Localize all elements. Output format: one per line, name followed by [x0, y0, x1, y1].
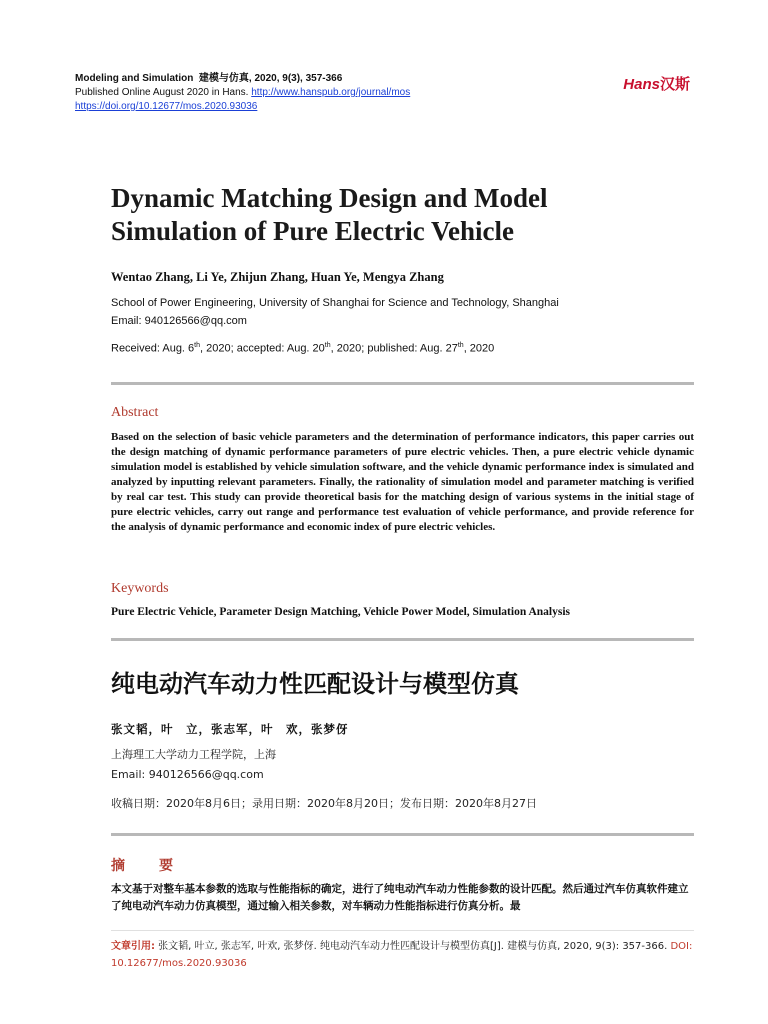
email-en: Email: 940126566@qq.com [111, 315, 247, 327]
affiliation-block-cn [111, 745, 276, 785]
accepted-sup: th [324, 342, 331, 349]
year-end: , 2020 [463, 342, 495, 355]
dates-cn: 收稿日期：2020年8月6日；录用日期：2020年8月20日；发布日期：2020年8月27日 [111, 797, 537, 810]
keywords-text: Pure Electric Vehicle, Parameter Design Matching, Vehicle Power Model, Simulation Analysis [111, 606, 570, 618]
divider-cn [111, 833, 694, 836]
received-date: Received: Aug. 6 [111, 342, 195, 355]
paper-title-cn: 纯电动汽车动力性匹配设计与模型仿真 [111, 670, 519, 698]
abstract-cn-text: 本文基于对整车基本参数的选取与性能指标的确定，进行了纯电动汽车动力性能参数的设计匹配。然后通过汽车仿真软件建立了纯电动汽车动力仿真模型，通过输入相关参数，对车辆动力性能指标进行仿真分析。最 [111, 883, 689, 912]
published-sup: th [457, 342, 464, 349]
published-note: Published Online August 2020 in Hans. [75, 87, 252, 98]
logo-latin: Hans [623, 76, 660, 93]
citation-text: 张文韬, 叶立, 张志军, 叶欢, 张梦伢. 纯电动汽车动力性匹配设计与模型仿真[J]. 建模与仿真, 2020, 9(3): 357-366. [155, 941, 671, 952]
citation [111, 938, 701, 972]
abstract-heading: Abstract [111, 405, 159, 420]
divider-top [111, 382, 694, 385]
affiliation-en: School of Power Engineering, University of Shanghai for Science and Technology, Shanghai [111, 297, 559, 309]
journal-name-en: Modeling and Simulation [75, 73, 194, 84]
journal-link[interactable]: http://www.hanspub.org/journal/mos [251, 87, 411, 98]
citation-label: 文章引用: [111, 941, 155, 952]
published-date: , 2020; published: Aug. 27 [330, 342, 458, 355]
journal-header [75, 72, 410, 114]
logo-cn: 汉斯 [659, 76, 690, 93]
affiliation-cn: 上海理工大学动力工程学院，上海 [111, 748, 276, 761]
received-sup: th [194, 342, 201, 349]
keywords-heading: Keywords [111, 581, 169, 596]
abstract-cn-heading: 摘 要 [111, 858, 183, 874]
paper-title-en: Dynamic Matching Design and Model Simulation of Pure Electric Vehicle [111, 183, 548, 246]
doi-link[interactable]: https://doi.org/10.12677/mos.2020.93036 [75, 101, 258, 112]
authors-cn: 张文韬，叶 立，张志军，叶 欢，张梦伢 [111, 722, 349, 736]
journal-name-cn: 建模与仿真 [198, 73, 249, 84]
volume-info: , 2020, 9(3), 357-366 [248, 73, 343, 84]
affiliation-block-en [111, 294, 559, 330]
divider-middle [111, 638, 694, 641]
accepted-date: , 2020; accepted: Aug. 20 [200, 342, 325, 355]
abstract-text: Based on the selection of basic vehicle parameters and the determination of performance indicators, this paper carries out the design matching of dynamic performance parameters of pure electric vehicles. Then, a pure electric vehicle dynamic simulation model is established by vehicle simulation software, and the vehicle dynamic performance index is simulated and analyzed by inputting relevant parameters. Finally, the rationality of simulation model and parameter matching is verified by real car test. This study can provide theoretical basis for the matching design of various systems in the initial stage of pure electric vehicles, carry out range and performance test evaluation of vehicle performance, and provide reference for the analysis of dynamic performance and economic index of pure electric vehicles. [111, 431, 694, 533]
hans-logo [623, 73, 690, 94]
citation-doi-link[interactable]: DOI: 10.12677/mos.2020.93036 [111, 941, 693, 969]
received-dates [111, 342, 494, 355]
email-cn: Email: 940126566@qq.com [111, 768, 264, 781]
authors-en: Wentao Zhang, Li Ye, Zhijun Zhang, Huan Ye, Mengya Zhang [111, 270, 444, 284]
citation-divider [111, 930, 694, 931]
